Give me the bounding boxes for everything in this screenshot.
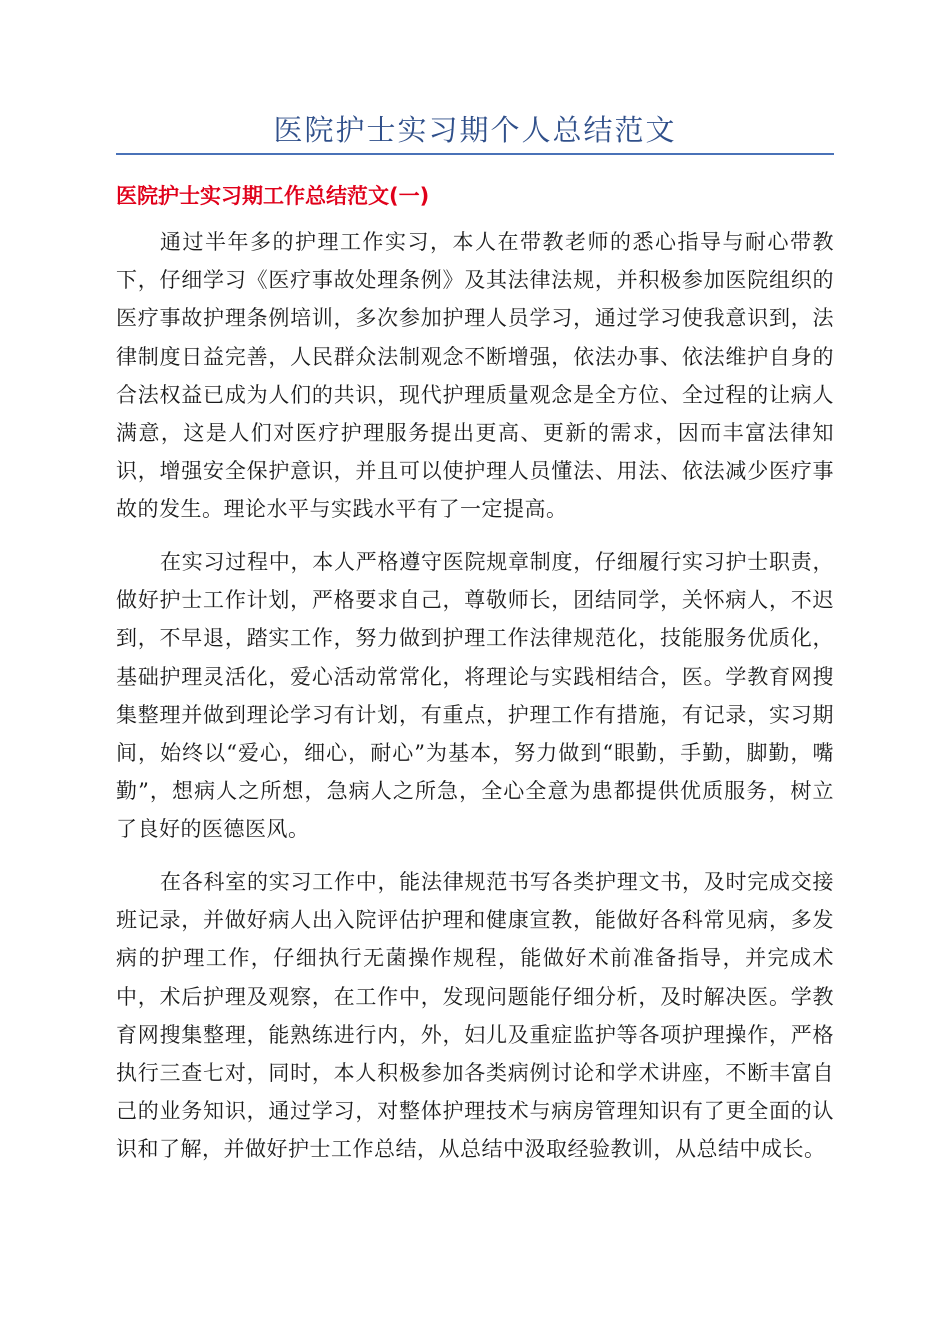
body-paragraph-3: 在各科室的实习工作中，能法律规范书写各类护理文书，及时完成交接班记录，并做好病人出入院评估护理和健康宣教，能做好各科常见病，多发病的护理工作，仔细执行无菌操作规程，能做好术前准备指导，并完成术中，术后护理及观察，在工作中，发现问题能仔细分析，及时解决医。学教育网搜集整理，能熟练进行内，外，妇儿及重症监护等各项护理操作，严格执行三查七对，同时，本人积极参加各类病例讨论和学术讲座，不断丰富自己的业务知识，通过学习，对整体护理技术与病房管理知识有了更全面的认识和了解，并做好护士工作总结，从总结中汲取经验教训，从总结中成长。 — [116, 870, 834, 1162]
title-divider — [116, 153, 834, 155]
body-paragraph-2: 在实习过程中，本人严格遵守医院规章制度，仔细履行实习护士职责，做好护士工作计划，严格要求自己，尊敬师长，团结同学，关怀病人，不迟到，不早退，踏实工作，努力做到护理工作法律规范化，技能服务优质化，基础护理灵活化，爱心活动常常化，将理论与实践相结合，医。学教育网搜集整理并做到理论学习有计划，有重点，护理工作有措施，有记录，实习期间，始终以“爱心，细心，耐心”为基本，努力做到“眼勤，手勤，脚勤，嘴勤”，想病人之所想，急病人之所急，全心全意为患都提供优质服务，树立了良好的医德医风。 — [116, 550, 834, 842]
body-paragraph-1: 通过半年多的护理工作实习，本人在带教老师的悉心指导与耐心带教下，仔细学习《医疗事故处理条例》及其法律法规，并积极参加医院组织的医疗事故护理条例培训，多次参加护理人员学习，通过学习使我意识到，法律制度日益完善，人民群众法制观念不断增强，依法办事、依法维护自身的合法权益已成为人们的共识，现代护理质量观念是全方位、全过程的让病人满意，这是人们对医疗护理服务提出更高、更新的需求，因而丰富法律知识，增强安全保护意识，并且可以使护理人员懂法、用法、依法减少医疗事故的发生。理论水平与实践水平有了一定提高。 — [116, 230, 834, 522]
document-title: 医院护士实习期个人总结范文 — [273, 113, 677, 147]
section-heading: 医院护士实习期工作总结范文(一) — [116, 184, 430, 208]
